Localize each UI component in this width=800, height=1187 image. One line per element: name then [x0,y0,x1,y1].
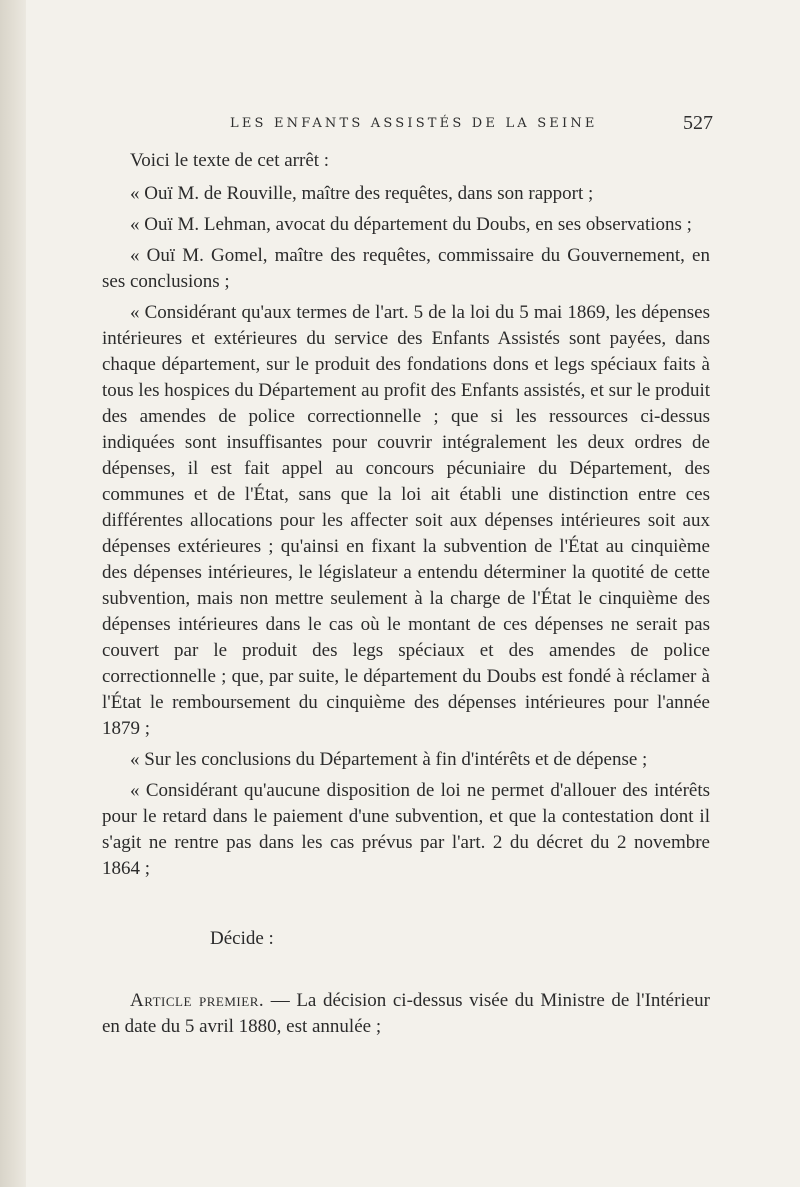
article-label: Article premier. [130,990,265,1011]
intro-paragraph: Voici le texte de cet arrêt : [130,150,330,171]
paragraph-considerant-1: « Considérant qu'aux termes de l'art. 5 de la loi du 5 mai 1869, les dépenses intérieures et extérieures du service des Enfants Assistés sont payées, dans chaque département, sur le produit des fondations dons et legs spéciaux faits à tous les hospices du Département au profit des Enfants assistés, et sur le produit des amendes de police correctionnelle ; que si les ressources ci-dessus indiquées sont insuffisantes pour couvrir intégralement les deux ordres de dépenses, il est fait appel au concours pécuniaire du Département, des communes et de l'État, sans que la loi ait établi une distinction entre ces différentes allocations pour les affecter soit aux dépenses intérieures soit aux dépenses extérieures ; qu'ainsi en fixant la subvention de l'État au cinquième des dépenses intérieures, le législateur a entendu déterminer la quotité de cette subvention, mais non mettre seulement à la charge de l'État le cinquième des dépenses intérieures dans le cas où le montant de ces dépenses ne serait pas couvert par le produit des legs spéciaux et des amendes de police correctionnelle ; que, par suite, le département du Doubs est fondé à réclamer à l'État le remboursement du cinquième des dépenses intérieures pour l'année 1879 ; [102,302,710,739]
paragraph-sur-conclusions: « Sur les conclusions du Département à fin d'intérêts et de dépense ; [130,749,648,770]
article-text: — La décision ci-dessus visée du Ministre de l'Intérieur en date du 5 avril 1880, est annulée ; [102,990,710,1037]
paragraph-rapport: « Ouï M. de Rouville, maître des requêtes, dans son rapport ; [130,183,594,204]
binding-edge [0,0,26,1187]
article-premier [102,988,710,1040]
paragraph-considerant-2: « Considérant qu'aucune disposition de loi ne permet d'allouer des intérêts pour le retard dans le paiement d'une subvention, et que la contestation dont il s'agit ne rentre pas dans les cas prévus par l'art. 2 du décret du 2 novembre 1864 ; [102,780,710,879]
body-text [102,148,710,1045]
decide-heading: Décide : [210,928,274,949]
paragraph-observations: « Ouï M. Lehman, avocat du département du Doubs, en ses observations ; [130,214,692,235]
running-title: LES ENFANTS ASSISTÉS DE LA SEINE [230,116,598,131]
page-number: 527 [683,112,713,134]
paragraph-conclusions: « Ouï M. Gomel, maître des requêtes, commissaire du Gouvernement, en ses conclusions ; [102,245,710,292]
page-header [26,112,800,142]
book-page [26,0,800,1187]
